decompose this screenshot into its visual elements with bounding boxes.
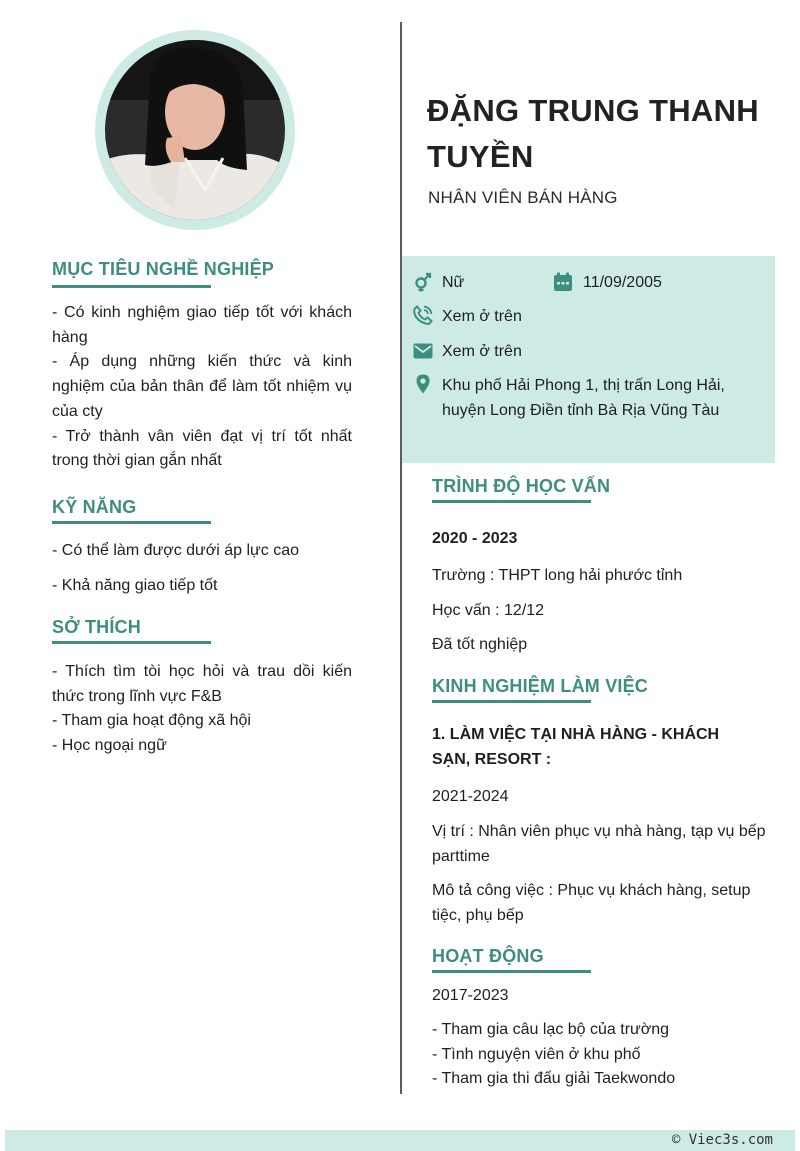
hobby-line: - Tham gia hoạt động xã hội	[52, 712, 251, 730]
experience-job-title: 1. LÀM VIỆC TẠI NHÀ HÀNG - KHÁCH SẠN, RESORT :	[432, 726, 720, 768]
activity-item: - Tình nguyện viên ở khu phố	[432, 1045, 641, 1063]
hobby-line: - Học ngoại ngữ	[52, 737, 167, 755]
education-underline	[432, 500, 591, 503]
location-icon	[413, 374, 433, 394]
profile-photo	[105, 40, 285, 220]
activities-period: 2017-2023	[432, 987, 509, 1004]
avatar	[105, 40, 285, 220]
objective-text	[52, 301, 352, 474]
education-title: TRÌNH ĐỘ HỌC VẤN	[432, 476, 611, 496]
activity-item: - Tham gia câu lạc bộ của trường	[432, 1021, 670, 1038]
person-name: ĐẶNG TRUNG THANH TUYỀN	[427, 93, 759, 174]
hobbies-title: SỞ THÍCH	[52, 617, 141, 637]
experience-description: Mô tả công việc : Phục vụ khách hàng, setup tiệc, phụ bếp	[432, 882, 751, 924]
avatar-frame	[95, 30, 295, 230]
calendar-icon	[553, 272, 573, 292]
gender-icon	[413, 272, 433, 292]
education-status: Đã tốt nghiệp	[432, 636, 528, 653]
experience-underline	[432, 700, 591, 703]
skill-item: - Có thể làm được dưới áp lực cao	[52, 542, 299, 559]
education-school: Trường : THPT long hải phước tỉnh	[432, 567, 683, 584]
objective-title: MỤC TIÊU NGHỀ NGHIỆP	[52, 259, 275, 279]
hobbies-underline	[52, 641, 211, 644]
column-divider	[400, 22, 402, 1094]
education-period: 2020 - 2023	[432, 530, 518, 547]
email-icon	[413, 341, 433, 361]
skills-underline	[52, 521, 211, 524]
objective-underline	[52, 285, 211, 288]
experience-position: Vị trí : Nhân viên phục vụ nhà hàng, tạp vụ bếp parttime	[432, 823, 766, 865]
experience-period: 2021-2024	[432, 788, 509, 805]
skill-item: - Khả năng giao tiếp tốt	[52, 577, 218, 594]
experience-title: KINH NGHIỆM LÀM VIỆC	[432, 676, 649, 696]
activity-item: - Tham gia thi đấu giải Taekwondo	[432, 1070, 676, 1087]
gender-value: Nữ	[442, 274, 465, 291]
skills-title: KỸ NĂNG	[52, 497, 137, 517]
footer-bar	[5, 1130, 795, 1151]
activities-title: HOẠT ĐỘNG	[432, 946, 544, 966]
phone-value: Xem ở trên	[442, 308, 522, 325]
objective-line: - Có kinh nghiệm giao tiếp tốt với khách hàng	[52, 304, 352, 346]
phone-icon	[413, 305, 433, 325]
activities-underline	[432, 970, 591, 973]
address-value: Khu phố Hải Phong 1, thị trấn Long Hải, huyện Long Điền tỉnh Bà Rịa Vũng Tàu	[442, 377, 725, 419]
job-title: NHÂN VIÊN BÁN HÀNG	[428, 188, 618, 207]
footer-copyright: © Viec3s.com	[671, 1132, 773, 1148]
email-value: Xem ở trên	[442, 343, 522, 360]
activities-list	[432, 1018, 772, 1092]
objective-line: - Áp dụng những kiến thức và kinh nghiệm của bản thân để làm tốt nhiệm vụ của cty	[52, 353, 352, 420]
education-level: Học vấn : 12/12	[432, 602, 545, 619]
skills-list	[52, 541, 352, 611]
birthdate-value: 11/09/2005	[583, 274, 662, 291]
objective-line: - Trở thành vân viên đạt vị trí tốt nhất trong thời gian gắn nhất	[52, 427, 352, 470]
hobbies-text	[52, 660, 352, 759]
hobby-line: - Thích tìm tòi học hỏi và trau dồi kiến thức trong lĩnh vực F&B	[52, 663, 352, 705]
